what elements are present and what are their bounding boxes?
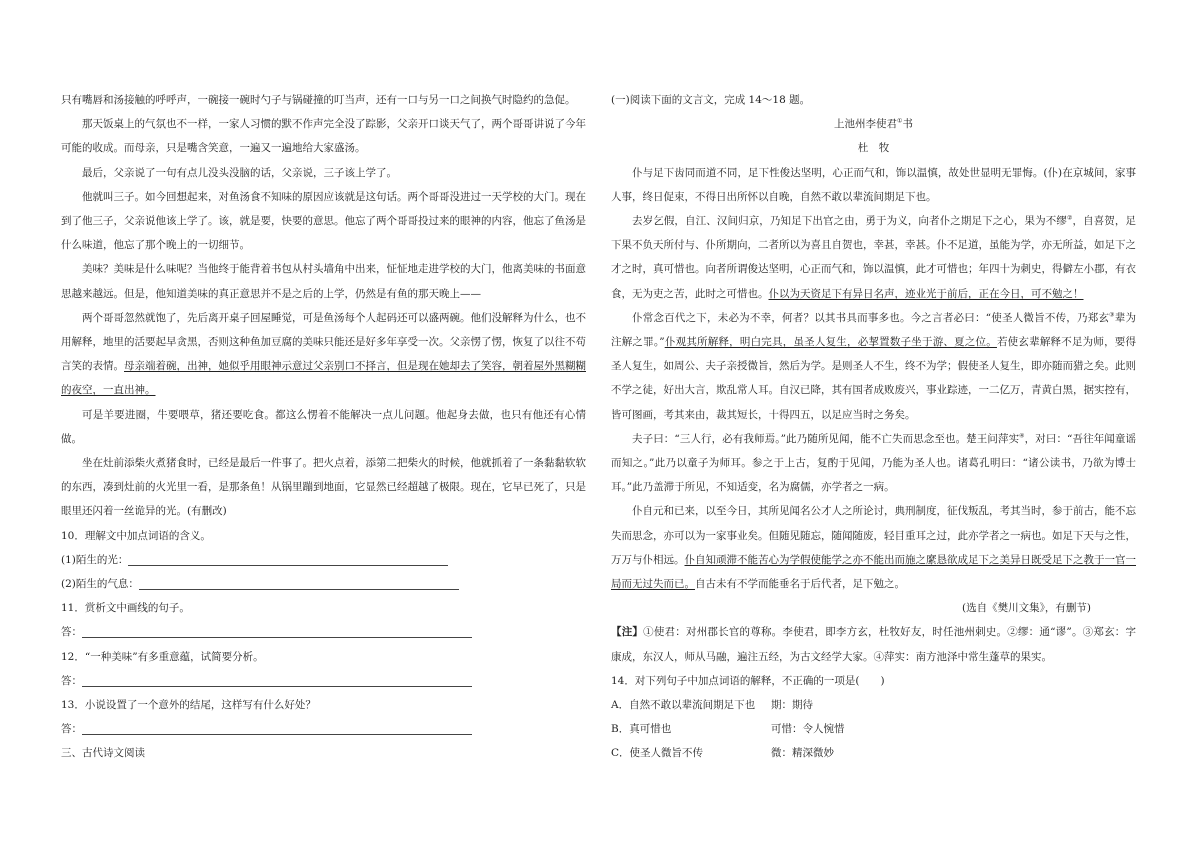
paragraph: 只有嘴唇和汤接触的呼呼声，一碗接一碗时勺子与锅碰撞的叮当声，还有一口与另一口之间换气时隐约的急促。: [61, 94, 576, 106]
footnote-marker: ④: [1019, 432, 1025, 440]
option-a[interactable]: [611, 693, 1136, 717]
answer-12: [61, 669, 586, 693]
answer-line[interactable]: [82, 623, 472, 638]
underlined-sentence: 仆以为天资足下有异日名声，迹业光于前后，正在今日，可不勉之！: [768, 287, 1084, 300]
paragraph: 美味？美味是什么味呢？当他终于能背着书包从村头墙角中出来，怔怔地走进学校的大门，他离美味的书面意思越来越远。但是，他知道美味的真正意思并不是之后的上学，仍然是有鱼的那天晚上——: [61, 263, 586, 300]
paragraph-text: 仆自元和已来，以至今日，其所见闻名公才人之所论讨，典刑制度，征伐叛乱，考其当时，参于前古，能不忘失而思念，亦可以为一家事业矣。但随见随忘，随闻随废，轻目重耳之过，此亦学者之一病也。如足下天与之性，万万与仆相远。: [611, 505, 1136, 566]
option-gloss: 期：期待: [771, 699, 813, 712]
paragraph-text: 去岁乞假，自江、汉间归京，乃知足下出官之由，勇于为义，向者仆之期足下之心，果为不缪: [632, 215, 1067, 228]
answer-line[interactable]: [82, 720, 472, 735]
title-text: 上池州李使君: [834, 118, 898, 131]
answer-11: [61, 620, 586, 644]
section-heading: 三、古代诗文阅读: [61, 747, 145, 760]
paragraph-text: 夫子曰：“三人行，必有我师焉。”此乃随所见闻，能不亡失而思念至也。楚王问萍实: [632, 432, 1020, 445]
notes-text: ①使君：对州郡长官的尊称。李使君，即李方玄，杜牧好友，时任池州刺史。②缪：通“谬”。③郑玄：字康成，东汉人，师从马融，遍注五经，为古文经学大家。④萍实：南方池泽中常生蓬草的果实。: [611, 626, 1137, 663]
footnote-marker: ①: [897, 117, 903, 125]
question-14: 14．对下列句子中加点词语的解释，不正确的一项是( ): [611, 674, 885, 687]
underlined-sentence: 母亲端着碗，出神，她似乎用眼神示意过父亲别口不择言，但是现在她却去了笑容，朝着屋外黑糊糊的夜空，一直出神。: [61, 360, 586, 397]
option-sentence: C．使圣人微旨不传: [611, 747, 704, 760]
answer-label: 答：: [61, 626, 82, 639]
answer-label: 答：: [61, 674, 82, 687]
author: 杜 牧: [857, 142, 890, 155]
right-column: [611, 88, 1136, 766]
paragraph: 坐在灶前添柴火煮猪食时，已经是最后一件事了。把火点着，添第二把柴火的时候，他就抓着了一条黏黏软软的东西，凑到灶前的火光里一看，是那条鱼！从锅里蹦到地面，它显然已经超越了极限。现在，它早已死了，只是眼里还闪着一丝诡异的光。(有删改): [61, 457, 586, 518]
paragraph: [611, 499, 1136, 596]
option-c[interactable]: [611, 741, 1136, 765]
paragraph-text: 两个哥哥忽然就饱了，先后离开桌子回屋睡觉，可是鱼汤每个人起码还可以盛两碗。他们没解释为什么，也不用解释，地里的活要起早贪黑，否则这种鱼加豆腐的美味只能还是好多年享受一次。父亲愣了愣，恢复了以往不苟言笑的表情。: [61, 311, 586, 373]
source-citation: (选自《樊川文集》，有删节): [962, 602, 1091, 615]
paragraph: 可是羊要进圈，牛要喂草，猪还要吃食。都这么愣着不能解决一点儿问题。他起身去做，也只有他还有心情做。: [61, 408, 586, 445]
answer-line[interactable]: [82, 672, 472, 687]
title-tail: 书: [902, 118, 913, 131]
answer-line[interactable]: [128, 551, 448, 566]
paragraph-text: ，自喜贺，足下果不负天所付与、仆所期向，二者所以为喜且自贺也，幸甚，幸甚。仆不足道，虽能为学，亦无所益，如足下之才之时，真可惜也。向者所谓俊达坚明，心正而气和，饰以温慎，此才可惜也；年四十为刺史，得僻左小郡，有衣食，无为吏之苦，此时之可惜也。: [611, 215, 1137, 300]
paragraph-text: 辈为注解之罪。”: [611, 311, 1136, 349]
paragraph: 仆与足下齿同而道不同，足下性俊达坚明，心正而气和，饰以温慎，故处世显明无罪悔。(仆)在京城间，家事人事，终日促束，不得日出所怀以自晚，自然不敢以辈流间期足下也。: [611, 166, 1136, 203]
footnote-marker: ③: [1109, 311, 1115, 319]
left-column: [61, 88, 586, 766]
question-13: 13．小说设置了一个意外的结尾，这样写有什么好处？: [61, 699, 316, 712]
answer-13: [61, 717, 586, 741]
underlined-sentence: 仆观其所解释，明白完具，虽圣人复生，必挈置数子坐于游、夏之位。: [664, 336, 997, 349]
paragraph: 最后，父亲说了一句有点儿没头没脑的话，父亲说，三子该上学了。: [82, 166, 397, 179]
answer-line[interactable]: [139, 575, 459, 590]
question-10-2: [61, 572, 586, 596]
article-title: [611, 112, 1136, 136]
question-11: 11．赏析文中画线的句子。: [61, 602, 190, 615]
paragraph-text: 自古未有不学而能垂名于后代者，足下勉之。: [695, 578, 905, 591]
paragraph: [611, 306, 1136, 427]
reading-intro: (一)阅读下面的文言文，完成 14～18 题。: [611, 94, 811, 106]
question-10-1: [61, 548, 586, 572]
notes-label: 【注】: [611, 626, 644, 639]
paragraph: [611, 427, 1136, 500]
answer-label: 答：: [61, 723, 82, 736]
paragraph: 他就叫三子。如今回想起来，对鱼汤食不知味的原因应该就是这句话。两个哥哥没进过一天学校的大门。现在到了他三子，父亲说他该上学了。该，就是要，快要的意思。他忘了两个哥哥投过来的眼神的内容，他忘了鱼汤是什么味道，他忘了那个晚上的一切细节。: [61, 190, 586, 252]
option-b[interactable]: [611, 717, 1136, 741]
footnote-marker: ②: [1066, 214, 1073, 222]
question-10: 10．理解文中加点词语的含义。: [61, 529, 211, 542]
question-label: (2)陌生的气息：: [61, 578, 139, 591]
option-sentence: B．真可惜也: [611, 723, 672, 736]
underlined-sentence: 仆自知顽滞不能苦心为学假使能学之亦不能出而施之縻恳欲成足下之美异日既受足下之教于一官一局而无过失而已。: [611, 553, 1136, 591]
option-sentence: A．自然不敢以辈流间期足下也: [611, 699, 756, 712]
paragraph-text: 仆常念百代之下，未必为不幸，何者？以其书具而事多也。今之言者必曰：“使圣人微旨不传，乃郑玄: [632, 311, 1110, 324]
paragraph-text: ，对曰：“吾往年闻童谣而知之。”此乃以童子为师耳。参之于上古，复酌于见闻，乃能为圣人也。诸葛孔明曰：“诸公读书，乃欲为博士耳。”此乃盖滞于所见，不知适变，名为腐儒，亦学者之一病。: [611, 432, 1136, 494]
question-label: (1)陌生的光：: [61, 553, 129, 566]
option-gloss: 可惜：令人惋惜: [771, 723, 845, 736]
paragraph: [61, 306, 586, 403]
paragraph: [611, 209, 1136, 306]
paragraph: 那天饭桌上的气氛也不一样，一家人习惯的默不作声完全没了踪影，父亲开口谈天气了，两个哥哥讲说了今年可能的收成。而母亲，只是嘴含笑意，一遍又一遍地给大家盛汤。: [61, 118, 586, 155]
question-12: 12．“一种美味”有多重意蕴，试简要分析。: [61, 650, 264, 663]
notes: [611, 620, 1136, 668]
option-gloss: 微：精深微妙: [771, 747, 834, 760]
paragraph-text: 若使玄辈解释不足为师，要得圣人复生，如周公、夫子亲授微旨，然后为学。是则圣人不生，终不为学；假使圣人复生，即亦随而猎之矣。此则不学之徒，好出大言，欺乱常人耳。自汉已降，其有国者成败废兴，事业踪迹，一二亿万，青黄白黑，据实控有，皆可图画，考其来由，裁其短长，十得四五，以足应当时之务矣。: [611, 336, 1137, 421]
